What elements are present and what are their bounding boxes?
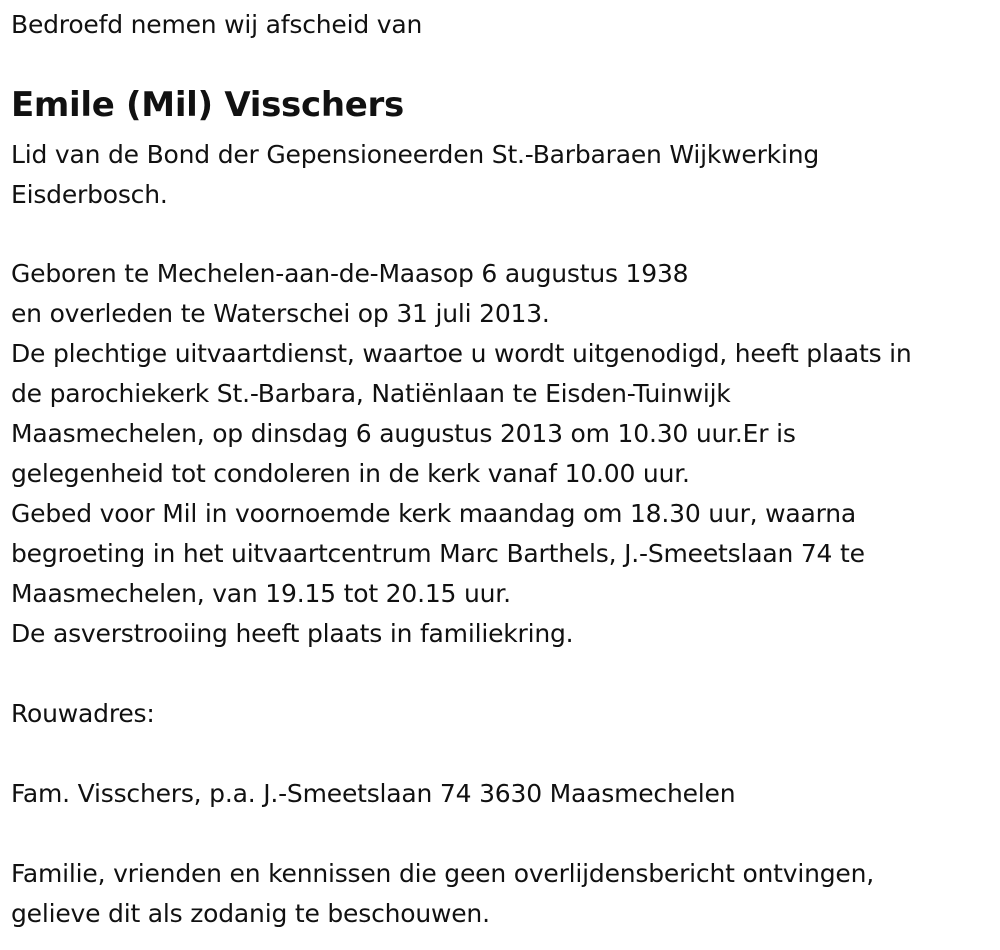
- deceased-name: Emile (Mil) Visschers: [11, 85, 404, 125]
- membership-line: Eisderbosch.: [11, 180, 168, 209]
- details-line: Maasmechelen, op dinsdag 6 augustus 2013 om 10.30 uur.Er is: [11, 419, 796, 448]
- details-line: begroeting in het uitvaartcentrum Marc Barthels, J.-Smeetslaan 74 te: [11, 539, 865, 568]
- details-line: en overleden te Waterschei op 31 juli 2013.: [11, 299, 550, 328]
- details-line: Maasmechelen, van 19.15 tot 20.15 uur.: [11, 579, 511, 608]
- membership-line: Lid van de Bond der Gepensioneerden St.-Barbaraen Wijkwerking: [11, 140, 820, 169]
- mourning-address: Fam. Visschers, p.a. J.-Smeetslaan 74 3630 Maasmechelen: [11, 779, 736, 808]
- details-line: gelegenheid tot condoleren in de kerk vanaf 10.00 uur.: [11, 459, 690, 488]
- closing-line: gelieve dit als zodanig te beschouwen.: [11, 899, 490, 928]
- membership-text: [11, 135, 819, 215]
- details-line: Gebed voor Mil in voornoemde kerk maandag om 18.30 uur, waarna: [11, 499, 857, 528]
- funeral-details: [11, 254, 912, 654]
- closing-line: Familie, vrienden en kennissen die geen overlijdensbericht ontvingen,: [11, 859, 875, 888]
- closing-text: [11, 854, 874, 934]
- details-line: de parochiekerk St.-Barbara, Natiënlaan te Eisden-Tuinwijk: [11, 379, 731, 408]
- intro-text: Bedroefd nemen wij afscheid van: [11, 10, 423, 39]
- details-line: Geboren te Mechelen-aan-de-Maasop 6 augustus 1938: [11, 259, 689, 288]
- details-line: De plechtige uitvaartdienst, waartoe u wordt uitgenodigd, heeft plaats in: [11, 339, 912, 368]
- address-label: Rouwadres:: [11, 699, 155, 728]
- details-line: De asverstrooiing heeft plaats in familiekring.: [11, 619, 574, 648]
